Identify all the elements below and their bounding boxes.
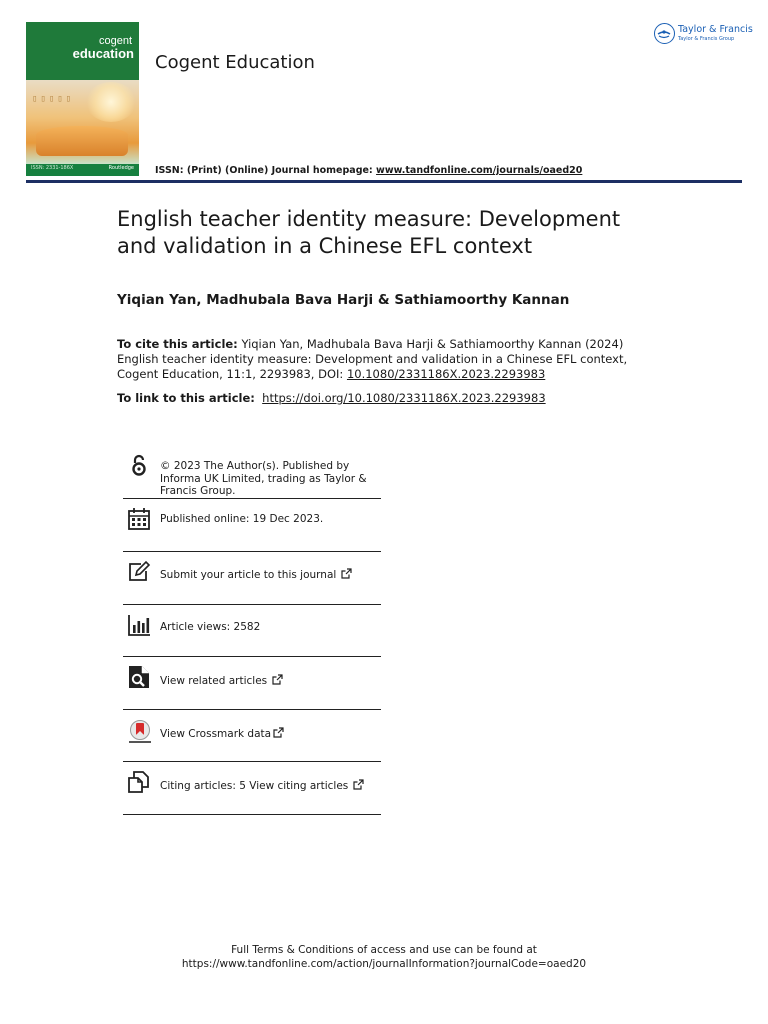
calendar-icon (127, 507, 151, 531)
list-item-crossmark[interactable] (123, 710, 381, 762)
issn-line (155, 165, 582, 176)
cover-publisher: Routledge (108, 165, 134, 171)
article-views: Article views: 2582 (160, 621, 261, 633)
list-item-submit[interactable] (123, 552, 381, 605)
header-divider (26, 180, 742, 183)
crossmark-icon (127, 719, 151, 743)
journal-homepage-link[interactable]: www.tandfonline.com/journals/oaed20 (376, 165, 583, 176)
doi-link[interactable]: 10.1080/2331186X.2023.2293983 (346, 367, 546, 381)
list-item-citing[interactable] (123, 762, 381, 815)
open-access-icon (127, 454, 151, 478)
external-link-icon (353, 779, 364, 790)
article-link-line (117, 391, 546, 405)
cover-issn: ISSN: 2331-186X (31, 165, 74, 171)
citing-articles-icon (127, 770, 151, 794)
cover-book-image (36, 126, 128, 156)
published-date: Published online: 19 Dec 2023. (160, 513, 324, 525)
external-link-icon (272, 674, 283, 685)
license-text: © 2023 The Author(s). Published by Informa UK Limited, trading as Taylor & Francis Group. (160, 460, 367, 497)
publisher-name: Taylor & Francis (678, 24, 753, 35)
citation-block (117, 337, 647, 382)
footer-terms (0, 943, 768, 971)
article-info-list (123, 450, 381, 815)
crossmark-label: View Crossmark data (160, 728, 272, 740)
citing-articles-label: Citing articles: 5 View citing articles (160, 780, 349, 792)
citing-articles-link[interactable] (160, 779, 364, 793)
issn-label: ISSN: (Print) (Online) Journal homepage: (155, 165, 377, 176)
publisher-logo[interactable] (654, 22, 753, 46)
cite-text: Yiqian Yan, Madhubala Bava Harji & Sathiamoorthy Kannan (2024) English teacher identity measure: Development and validation in a Chinese EFL context, Cogent Education, 11:1, 2293983, DOI: (117, 337, 628, 381)
journal-name: Cogent Education (155, 52, 315, 73)
publisher-logo-icon (654, 23, 675, 44)
publisher-group: Taylor & Francis Group (678, 36, 735, 42)
cover-pattern: ▯▯▯▯▯ (32, 94, 75, 104)
related-articles-label: View related articles (160, 675, 268, 687)
external-link-icon (341, 568, 352, 579)
bar-chart-icon (127, 613, 151, 637)
cover-title-education: education (72, 46, 134, 61)
crossmark-link[interactable] (160, 727, 284, 741)
submit-article-label: Submit your article to this journal (160, 569, 337, 581)
submit-article-link[interactable] (160, 568, 352, 582)
article-doi-url[interactable]: https://doi.org/10.1080/2331186X.2023.2293983 (262, 391, 546, 405)
list-item-related[interactable] (123, 657, 381, 710)
journal-cover (26, 22, 139, 176)
edit-icon (127, 560, 151, 584)
cover-title-cogent: cogent (98, 35, 132, 47)
list-item-published (123, 499, 381, 552)
footer-terms-url[interactable]: https://www.tandfonline.com/action/journalInformation?journalCode=oaed20 (181, 958, 587, 970)
cite-label: To cite this article: (117, 337, 238, 351)
list-item-views (123, 605, 381, 657)
article-authors: Yiqian Yan, Madhubala Bava Harji & Sathiamoorthy Kannan (117, 292, 570, 308)
external-link-icon (273, 727, 284, 738)
list-item-license (123, 450, 381, 499)
footer-terms-text: Full Terms & Conditions of access and use can be found at (231, 944, 537, 956)
search-document-icon (127, 665, 151, 689)
article-title: English teacher identity measure: Development and validation in a Chinese EFL context (117, 207, 621, 258)
link-label: To link to this article: (117, 391, 255, 405)
cover-light (86, 82, 136, 122)
related-articles-link[interactable] (160, 674, 283, 688)
